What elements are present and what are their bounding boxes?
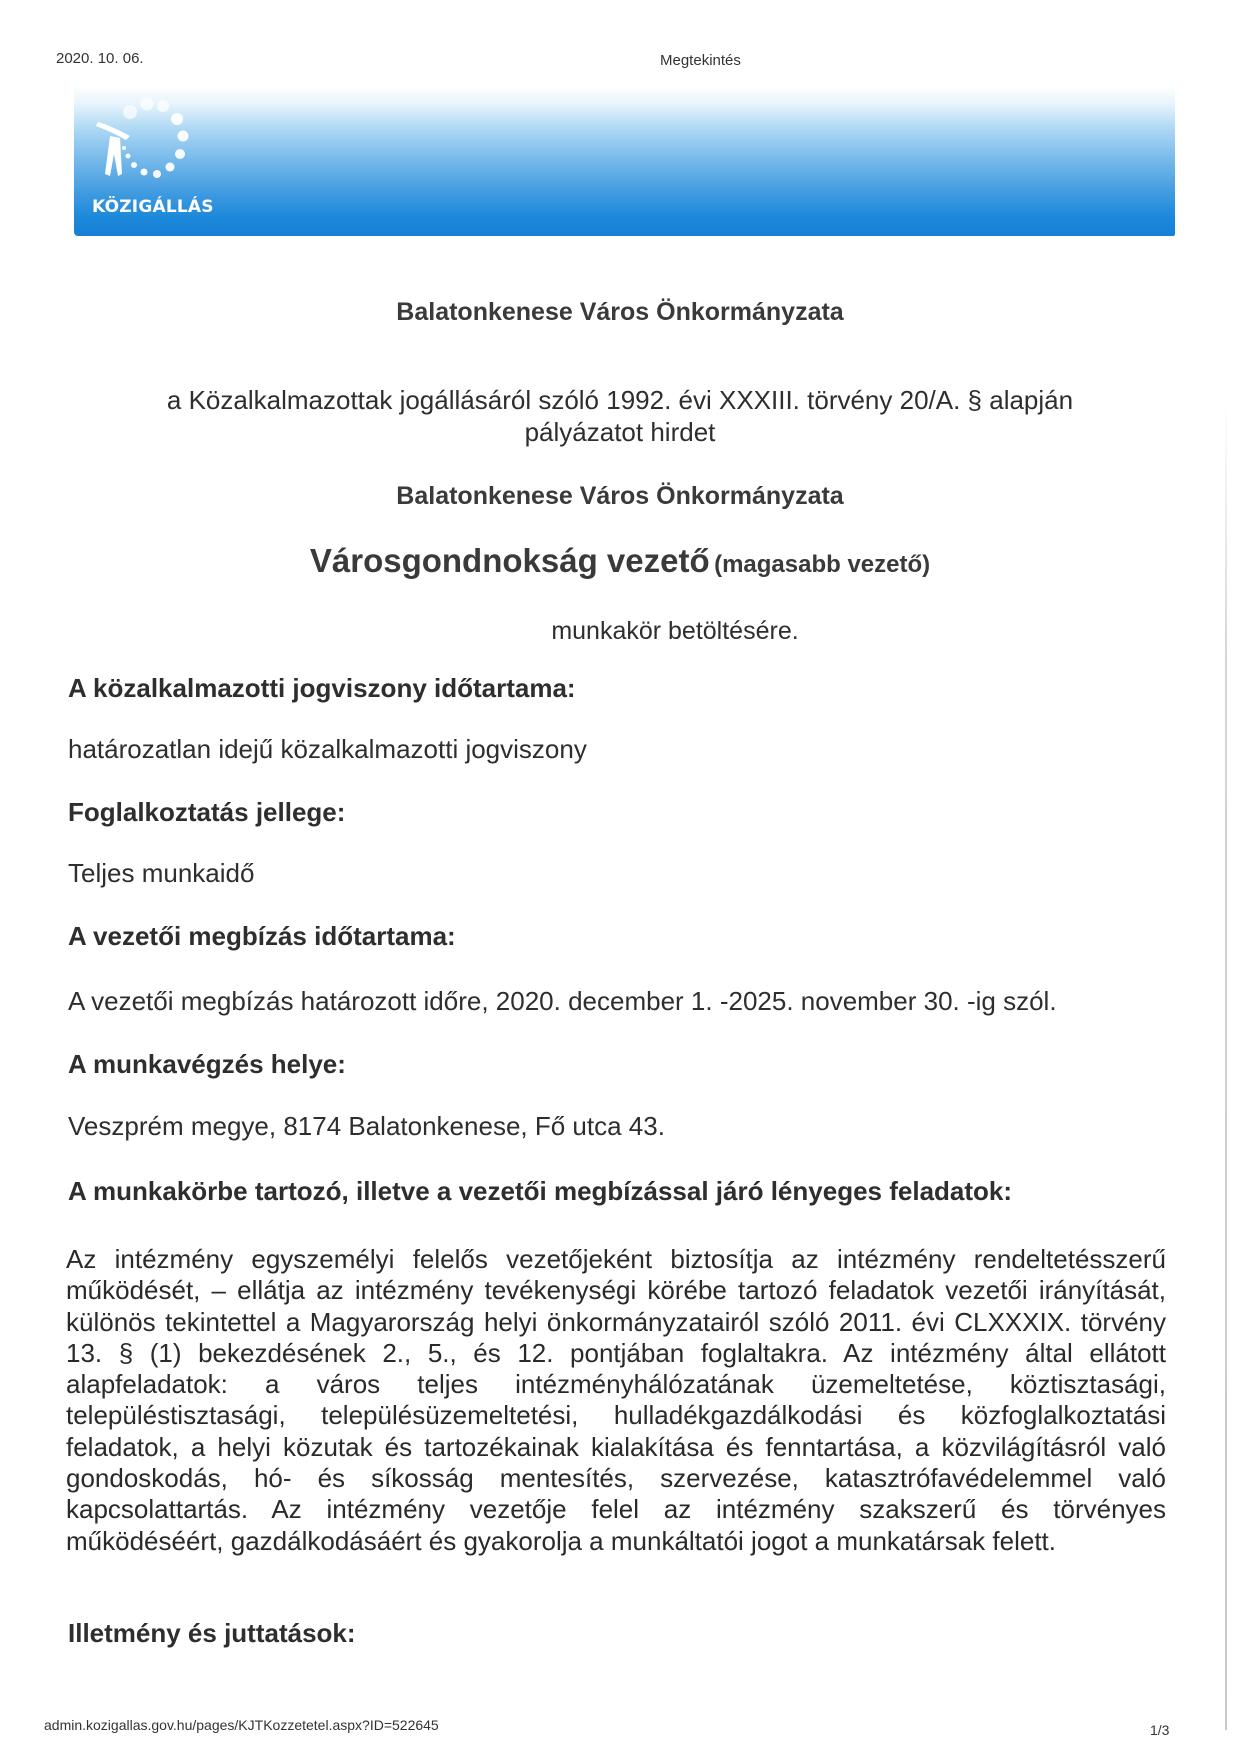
section-value-mandate-duration: A vezetői megbízás határozott időre, 2020. december 1. -2025. november 30. -ig szól. <box>68 986 1057 1016</box>
law-reference-line-1: a Közalkalmazottak jogállásáról szóló 1992. évi XXXIII. törvény 20/A. § alapján <box>166 385 1074 415</box>
logo-text: KÖZIGÁLLÁS <box>92 197 214 217</box>
position-suffix: munkakör betöltésére. <box>551 617 799 645</box>
employer-title-repeat: Balatonkenese Város Önkormányzata <box>396 482 844 510</box>
law-reference-line-2: pályázatot hirdet <box>524 417 716 447</box>
kozigallas-figure-dots-icon <box>92 92 202 192</box>
scan-edge-line <box>1225 400 1227 1730</box>
position-main: Városgondnokság vezető <box>309 542 710 579</box>
section-value-employment-type: Teljes munkaidő <box>68 858 255 888</box>
employer-title: Balatonkenese Város Önkormányzata <box>396 298 844 326</box>
section-heading-duties: A munkakörbe tartozó, illetve a vezetői megbízással járó lényeges feladatok: <box>68 1176 1013 1206</box>
section-value-employment-duration: határozatlan idejű közalkalmazotti jogviszony <box>68 734 587 764</box>
kozigallas-banner <box>74 86 1175 236</box>
section-heading-workplace: A munkavégzés helye: <box>68 1049 346 1079</box>
section-heading-mandate-duration: A vezetői megbízás időtartama: <box>68 921 456 951</box>
print-footer-url: admin.kozigallas.gov.hu/pages/KJTKozzetetel.aspx?ID=522645 <box>44 1717 439 1733</box>
print-footer-page: 1/3 <box>1150 1722 1170 1738</box>
section-heading-employment-type: Foglalkoztatás jellege: <box>68 797 346 827</box>
print-date: 2020. 10. 06. <box>56 50 144 67</box>
section-heading-employment-duration: A közalkalmazotti jogviszony időtartama: <box>68 673 576 703</box>
position-sub: (magasabb vezető) <box>714 551 931 578</box>
section-value-duties: Az intézmény egyszemélyi felelős vezetőjeként biztosítja az intézmény rendeltetésszerű működését, – ellátja az intézmény tevékenységi körébe tartozó feladatok vezetői irányítását, különös tekintettel a Magyarország helyi önkormányzatairól szóló 2011. évi CLXXXIX. törvény 13. § (1) bekezdésének 2., 5., és 12. pontjában foglaltakra. Az intézmény által ellátott alapfeladatok: a város teljes intézményhálózatának üzemeltetése, köztisztasági, településtisztasági, településüzemeltetési, hulladékgazdálkodási és közfoglalkoztatási feladatok, a helyi közutak és tartozékainak kialakítása és fenntartása, a közvilágításról való gondoskodás, hó- és síkosság mentesítés, szervezése, katasztrófavédelemmel való kapcsolattartás. Az intézmény vezetője felel az intézmény szakszerű és törvényes működéséért, gazdálkodásáért és gyakorolja a munkáltatói jogot a munkatársak felett. <box>66 1244 1166 1556</box>
position-title <box>0 542 1240 580</box>
law-reference <box>120 384 1120 448</box>
section-heading-salary: Illetmény és juttatások: <box>68 1618 356 1648</box>
section-value-workplace: Veszprém megye, 8174 Balatonkenese, Fő utca 43. <box>68 1111 665 1141</box>
print-page-title: Megtekintés <box>660 52 741 69</box>
